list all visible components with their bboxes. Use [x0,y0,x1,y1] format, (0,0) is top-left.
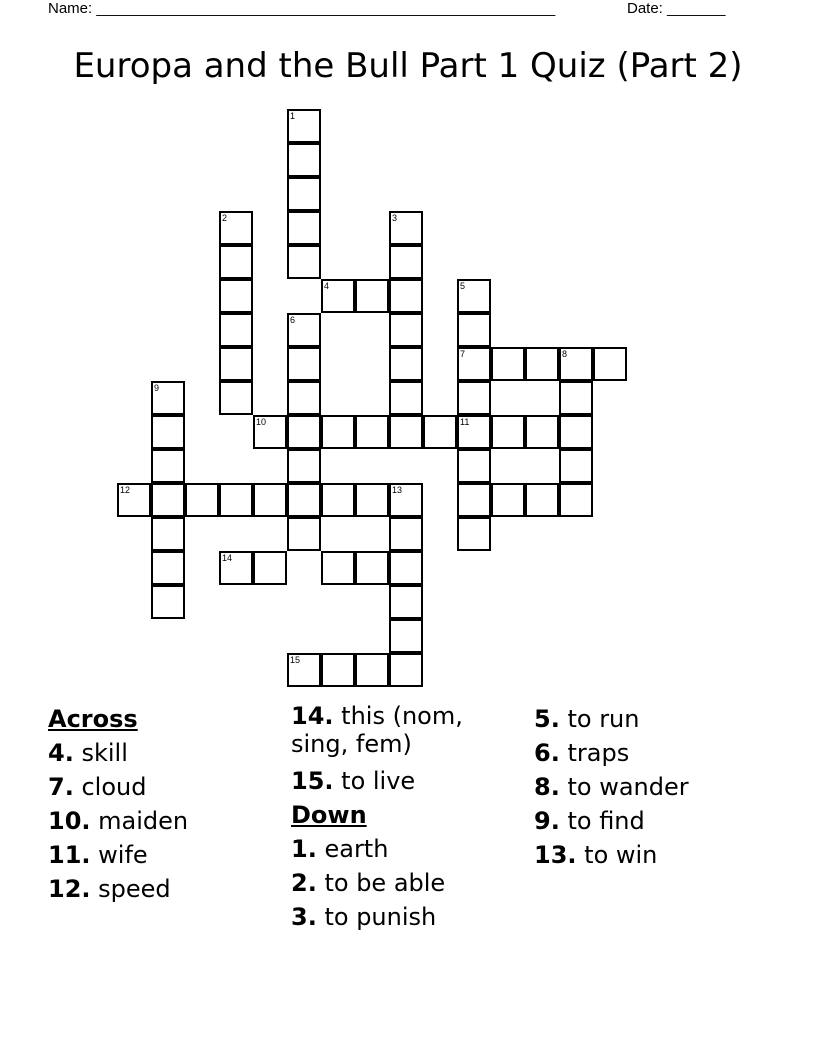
grid-cell[interactable] [151,381,185,415]
across-clue-15 [291,764,516,798]
down-clue-5 [534,702,794,736]
grid-cell[interactable] [287,415,321,449]
clue-number-label: 3 [392,213,398,223]
clue-text: this (nom, sing, fem) [291,702,463,758]
grid-cell[interactable] [253,483,287,517]
clue-number-label: 8 [562,349,568,359]
grid-cell[interactable] [525,483,559,517]
clue-number: 8. [534,773,560,801]
grid-cell[interactable] [355,279,389,313]
grid-cell[interactable] [389,211,423,245]
clue-number: 7. [48,773,74,801]
clue-text: to be able [324,869,446,897]
clue-number: 2. [291,869,317,897]
grid-cell[interactable] [151,585,185,619]
grid-cell[interactable] [423,415,457,449]
grid-cell[interactable] [219,211,253,245]
down-clue-13 [534,838,794,872]
clue-number-label: 12 [120,485,131,495]
grid-cell[interactable] [457,517,491,551]
grid-cell[interactable] [559,449,593,483]
clue-text: to punish [324,903,437,931]
grid-cell[interactable] [321,483,355,517]
grid-cell[interactable] [355,551,389,585]
grid-cell[interactable] [593,347,627,381]
clue-number: 12. [48,875,91,903]
down-clue-2 [291,866,516,900]
grid-cell[interactable] [287,449,321,483]
clue-text: skill [81,739,128,767]
grid-cell[interactable] [389,313,423,347]
clue-text: to live [341,767,416,795]
grid-cell[interactable] [321,279,355,313]
grid-cell[interactable] [287,109,321,143]
grid-cell[interactable] [219,347,253,381]
clue-text: cloud [81,773,147,801]
grid-cell[interactable] [287,347,321,381]
grid-cell[interactable] [253,415,287,449]
down-clue-9 [534,804,794,838]
grid-cell[interactable] [287,211,321,245]
grid-cell[interactable] [219,483,253,517]
clue-number: 6. [534,739,560,767]
grid-cell[interactable] [389,347,423,381]
clue-column-3 [534,702,794,872]
page-title: Europa and the Bull Part 1 Quiz (Part 2) [73,46,743,86]
down-clue-6 [534,736,794,770]
grid-cell[interactable] [559,381,593,415]
clue-number: 14. [291,702,334,730]
across-clue-10 [48,804,278,838]
grid-cell[interactable] [219,279,253,313]
across-clue-4 [48,736,278,770]
down-heading: Down [291,801,367,829]
grid-cell[interactable] [287,653,321,687]
grid-cell[interactable] [355,653,389,687]
clue-number: 5. [534,705,560,733]
grid-cell[interactable] [219,313,253,347]
grid-cell[interactable] [321,415,355,449]
grid-cell[interactable] [219,245,253,279]
grid-cell[interactable] [457,313,491,347]
grid-cell[interactable] [151,483,185,517]
grid-cell[interactable] [389,517,423,551]
name-field-label[interactable]: Name: _______________________________________________________ [48,0,556,17]
clue-number-label: 6 [290,315,296,325]
grid-cell[interactable] [457,347,491,381]
clue-text: to win [584,841,658,869]
clue-text: traps [567,739,630,767]
clue-number-label: 9 [154,383,160,393]
grid-cell[interactable] [389,551,423,585]
down-clue-1 [291,832,516,866]
clue-text: to wander [567,773,689,801]
grid-cell[interactable] [525,415,559,449]
grid-cell[interactable] [389,619,423,653]
grid-cell[interactable] [491,415,525,449]
grid-cell[interactable] [389,483,423,517]
clue-number-label: 1 [290,111,296,121]
across-clue-11 [48,838,278,872]
clue-text: to run [567,705,640,733]
clue-number: 4. [48,739,74,767]
grid-cell[interactable] [185,483,219,517]
grid-cell[interactable] [389,279,423,313]
grid-cell[interactable] [287,245,321,279]
clue-number: 11. [48,841,91,869]
clue-number-label: 5 [460,281,466,291]
across-heading: Across [48,705,138,733]
clue-number: 13. [534,841,577,869]
clue-number: 10. [48,807,91,835]
clue-number: 1. [291,835,317,863]
down-clue-3 [291,900,516,934]
clue-number-label: 4 [324,281,330,291]
across-clue-14 [291,702,516,764]
across-clue-7 [48,770,278,804]
grid-cell[interactable] [457,279,491,313]
clue-number-label: 2 [222,213,228,223]
grid-cell[interactable] [491,347,525,381]
grid-cell[interactable] [151,449,185,483]
grid-cell[interactable] [389,653,423,687]
grid-cell[interactable] [457,415,491,449]
grid-cell[interactable] [287,313,321,347]
grid-cell[interactable] [491,483,525,517]
grid-cell[interactable] [117,483,151,517]
clue-text: earth [324,835,389,863]
grid-cell[interactable] [457,381,491,415]
grid-cell[interactable] [389,381,423,415]
clue-text: to find [567,807,645,835]
clue-number: 3. [291,903,317,931]
grid-cell[interactable] [287,381,321,415]
grid-cell[interactable] [287,517,321,551]
grid-cell[interactable] [355,483,389,517]
clue-number-label: 11 [460,417,470,427]
clue-number-label: 15 [290,655,301,665]
grid-cell[interactable] [457,483,491,517]
grid-cell[interactable] [525,347,559,381]
clue-text: wife [98,841,148,869]
clue-text: maiden [98,807,189,835]
grid-cell[interactable] [151,415,185,449]
clue-number-label: 7 [460,349,466,359]
grid-cell[interactable] [151,551,185,585]
grid-cell[interactable] [287,143,321,177]
grid-cell[interactable] [559,483,593,517]
grid-cell[interactable] [287,177,321,211]
clue-column-1 [48,702,278,906]
grid-cell[interactable] [355,415,389,449]
clue-number-label: 13 [392,485,403,495]
grid-cell[interactable] [389,585,423,619]
clue-number-label: 10 [256,417,267,427]
clue-number: 15. [291,767,334,795]
clue-column-2 [291,702,516,934]
grid-cell[interactable] [151,517,185,551]
grid-cell[interactable] [219,551,253,585]
grid-cell[interactable] [321,551,355,585]
grid-cell[interactable] [389,415,423,449]
grid-cell[interactable] [287,483,321,517]
grid-cell[interactable] [559,415,593,449]
grid-cell[interactable] [321,653,355,687]
grid-cell[interactable] [457,449,491,483]
grid-cell[interactable] [559,347,593,381]
down-clue-8 [534,770,794,804]
grid-cell[interactable] [389,245,423,279]
grid-cell[interactable] [253,551,287,585]
clue-number-label: 14 [222,553,233,563]
clue-text: speed [98,875,171,903]
clue-number: 9. [534,807,560,835]
across-clue-12 [48,872,278,906]
date-field-label[interactable]: Date: _______ [627,0,726,17]
grid-cell[interactable] [219,381,253,415]
